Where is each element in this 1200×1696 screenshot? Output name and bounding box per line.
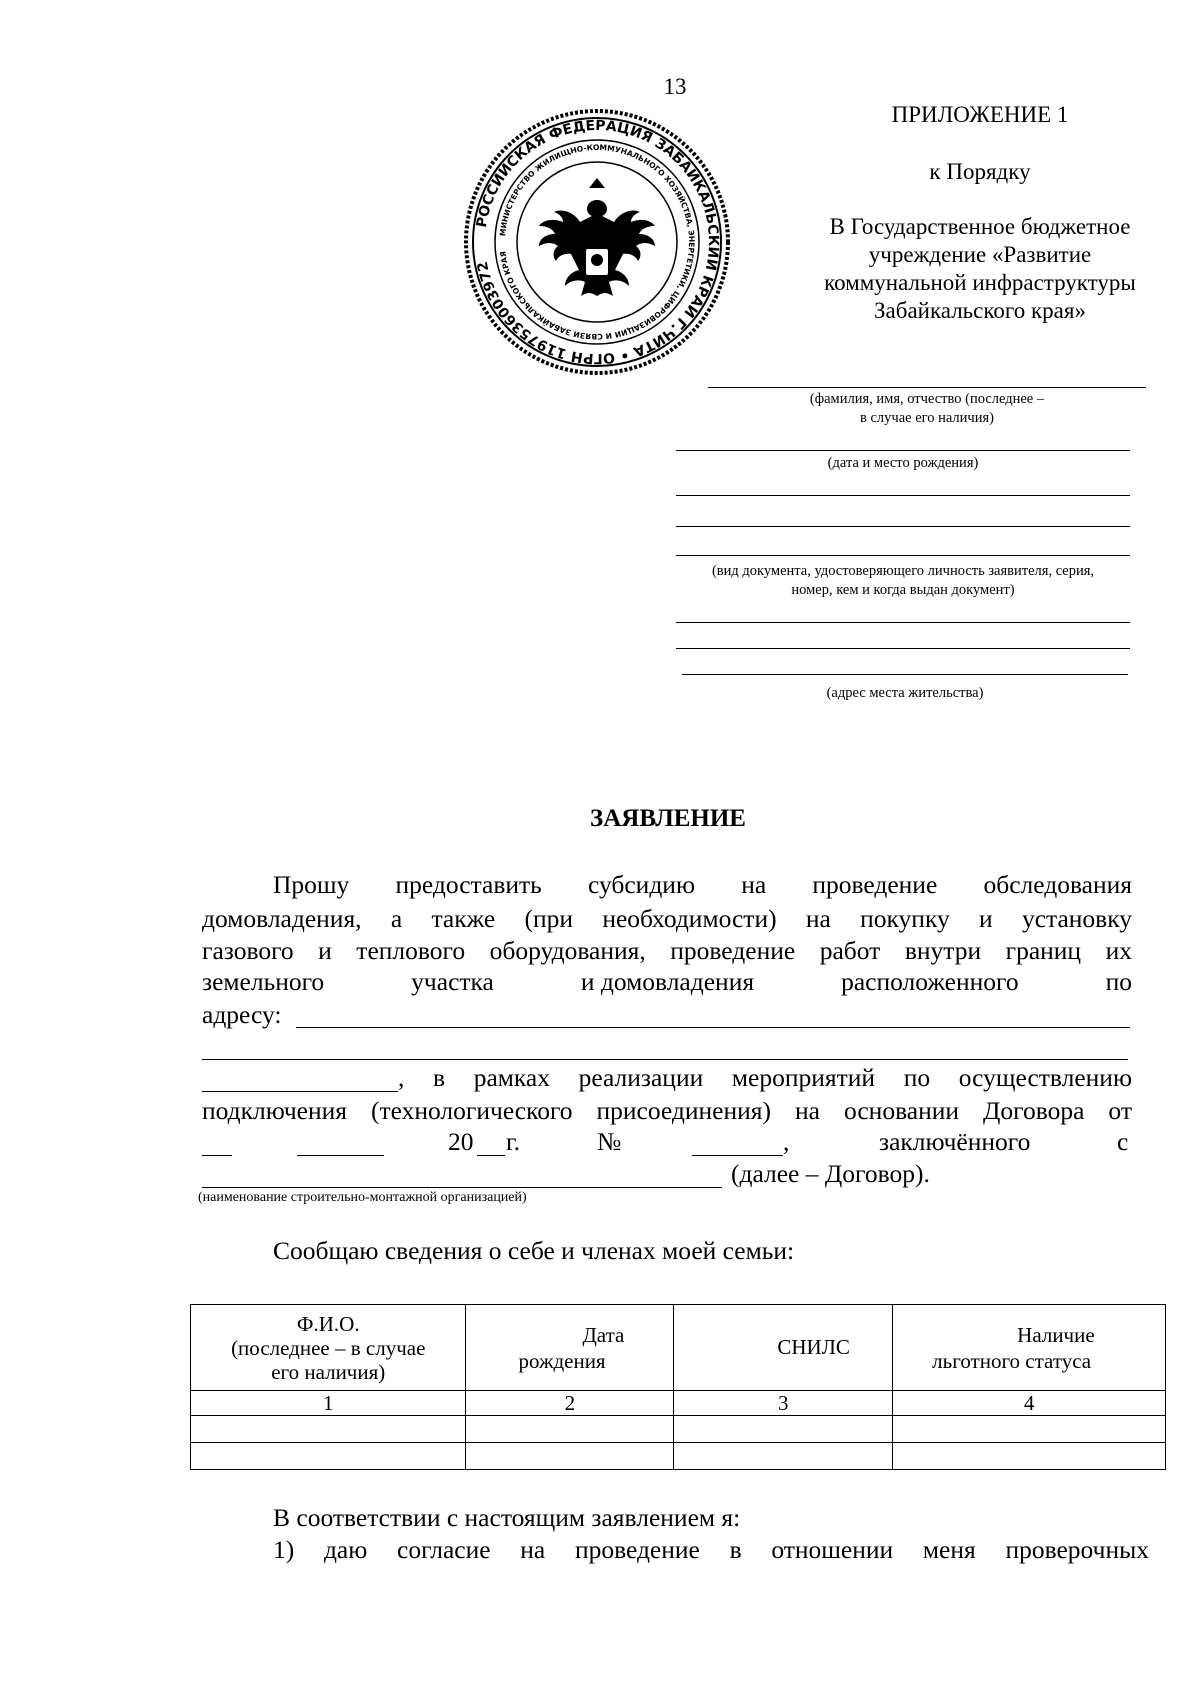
address-prefix: адресу: [202,1000,282,1029]
organization-blank-line [202,1187,722,1188]
with-word: с [1117,1127,1129,1156]
table-row [191,1391,1166,1416]
document-blank-line-1 [676,495,1130,496]
paragraph-line-4 [202,967,1132,997]
column-number: 2 [466,1391,674,1416]
contract-year-prefix: 20 [448,1127,474,1156]
table-header-row [191,1305,1166,1391]
header-benefit-status: Наличие льготного статуса [893,1305,1166,1391]
table-cell [191,1443,466,1470]
column-number: 3 [674,1391,893,1416]
word: на [520,1535,546,1564]
word: 1) [273,1535,295,1564]
word: меня [922,1535,976,1564]
addressee-line-4: Забайкальского края» [874,298,1086,323]
table-row [191,1443,1166,1470]
word: проверочных [1005,1535,1149,1564]
addressee-line-1: В Государственное бюджетное [829,214,1131,239]
document-blank-line-3 [676,555,1130,556]
address-end-blank [202,1091,398,1092]
word: на [741,870,767,899]
word: обследования [983,870,1132,899]
word: участка [411,967,494,996]
column-number: 4 [893,1391,1166,1416]
fio-blank-line [708,387,1146,388]
paragraph-line-3: газового и теплового оборудования, проведение работ внутри границ их [202,936,1132,965]
word: проведение [574,1535,700,1564]
family-intro: Сообщаю сведения о себе и членах моей семьи: [273,1236,795,1265]
consent-intro: В соответствии с настоящим заявлением я: [273,1503,741,1532]
table-cell [893,1443,1166,1470]
column-number: 1 [191,1391,466,1416]
contract-day-blank [202,1155,232,1156]
address-blank-line-1 [676,622,1130,623]
statement-title: ЗАЯВЛЕНИЕ [590,805,746,832]
contract-reference: (далее – Договор). [731,1159,930,1188]
svg-text:МИНИСТЕРСТВО ЖИЛИЩНО-КОММУНАЛЬ: МИНИСТЕРСТВО ЖИЛИЩНО-КОММУНАЛЬНОГО ХОЗЯЙСТВА, ЭНЕРГЕТИКИ, ЦИФРОВИЗАЦИИ И СВЯЗИ ЗАБАЙКАЛЬСКОГО КРАЯ [498,142,697,342]
header-birth-date: Дата рождения [466,1305,674,1391]
table-cell [893,1416,1166,1443]
official-seal-stamp [463,108,731,376]
fio-caption-2: в случае его наличия) [860,410,994,426]
family-table [190,1304,1166,1470]
word: Прошу [273,870,350,899]
addressee-line-2: учреждение «Развитие [868,242,1092,267]
svg-text:РОССИЙСКАЯ ФЕДЕРАЦИЯ ЗАБАЙКАЛЬ: РОССИЙСКАЯ ФЕДЕРАЦИЯ ЗАБАЙКАЛЬСКИЙ КРАЙ Г.ЧИТА • ОГРН 1197536003972 [473,117,722,367]
order-reference: к Порядку [929,159,1031,184]
paragraph-line-8: подключения (технологического присоединения) на основании Договора от [202,1096,1132,1125]
appendix-label: ПРИЛОЖЕНИЕ 1 [891,102,1069,127]
concluded-word: заключённого [879,1127,1031,1156]
table-cell [674,1443,893,1470]
word: субсидию [587,870,695,899]
word: земельного [202,967,325,996]
table-cell [191,1416,466,1443]
word: проведение [812,870,938,899]
organization-caption: (наименование строительно-монтажной организацией) [198,1190,527,1205]
paragraph-line-1 [273,870,1132,900]
word: по [1105,967,1132,996]
birth-blank-line [676,450,1130,451]
word: и домовладения [580,967,755,996]
contract-month-blank [297,1155,384,1156]
word: расположенного [841,967,1019,996]
word: предоставить [395,870,542,899]
address-continuation-line [202,1059,1128,1060]
table-cell [466,1443,674,1470]
consent-item-1 [273,1535,1149,1565]
paragraph-line-7: , в рамках реализации мероприятий по осуществлению [398,1063,1132,1092]
addressee-line-3: коммунальной инфраструктуры [824,270,1136,295]
header-fio: Ф.И.О. (последнее – в случае его наличия) [191,1305,466,1391]
address-blank-line-2 [676,648,1130,649]
word: в [729,1535,742,1564]
contract-number-sign: № [597,1127,622,1156]
word: отношении [771,1535,894,1564]
address-blank-line-3 [682,674,1128,675]
contract-year-suffix: г. [506,1127,520,1156]
table-row [191,1416,1166,1443]
word: даю [323,1535,368,1564]
contract-year-blank [477,1155,505,1156]
table-cell [674,1416,893,1443]
paragraph-line-2: домовладения, а также (при необходимости) на покупку и установку [202,904,1132,933]
document-caption-1: (вид документа, удостоверяющего личность заявителя, серия, [711,563,1095,579]
document-blank-line-2 [676,526,1130,527]
address-blank-line [296,1027,1130,1028]
contract-number-blank [692,1155,783,1156]
table-cell [466,1416,674,1443]
fio-caption-1: (фамилия, имя, отчество (последнее – [809,391,1045,407]
header-snils: СНИЛС [674,1305,893,1391]
address-caption: (адрес места жительства) [826,685,984,701]
page-number: 13 [663,74,687,99]
document-caption-2: номер, кем и когда выдан документ) [791,582,1015,598]
birth-caption: (дата и место рождения) [827,455,979,471]
word: согласие [397,1535,491,1564]
